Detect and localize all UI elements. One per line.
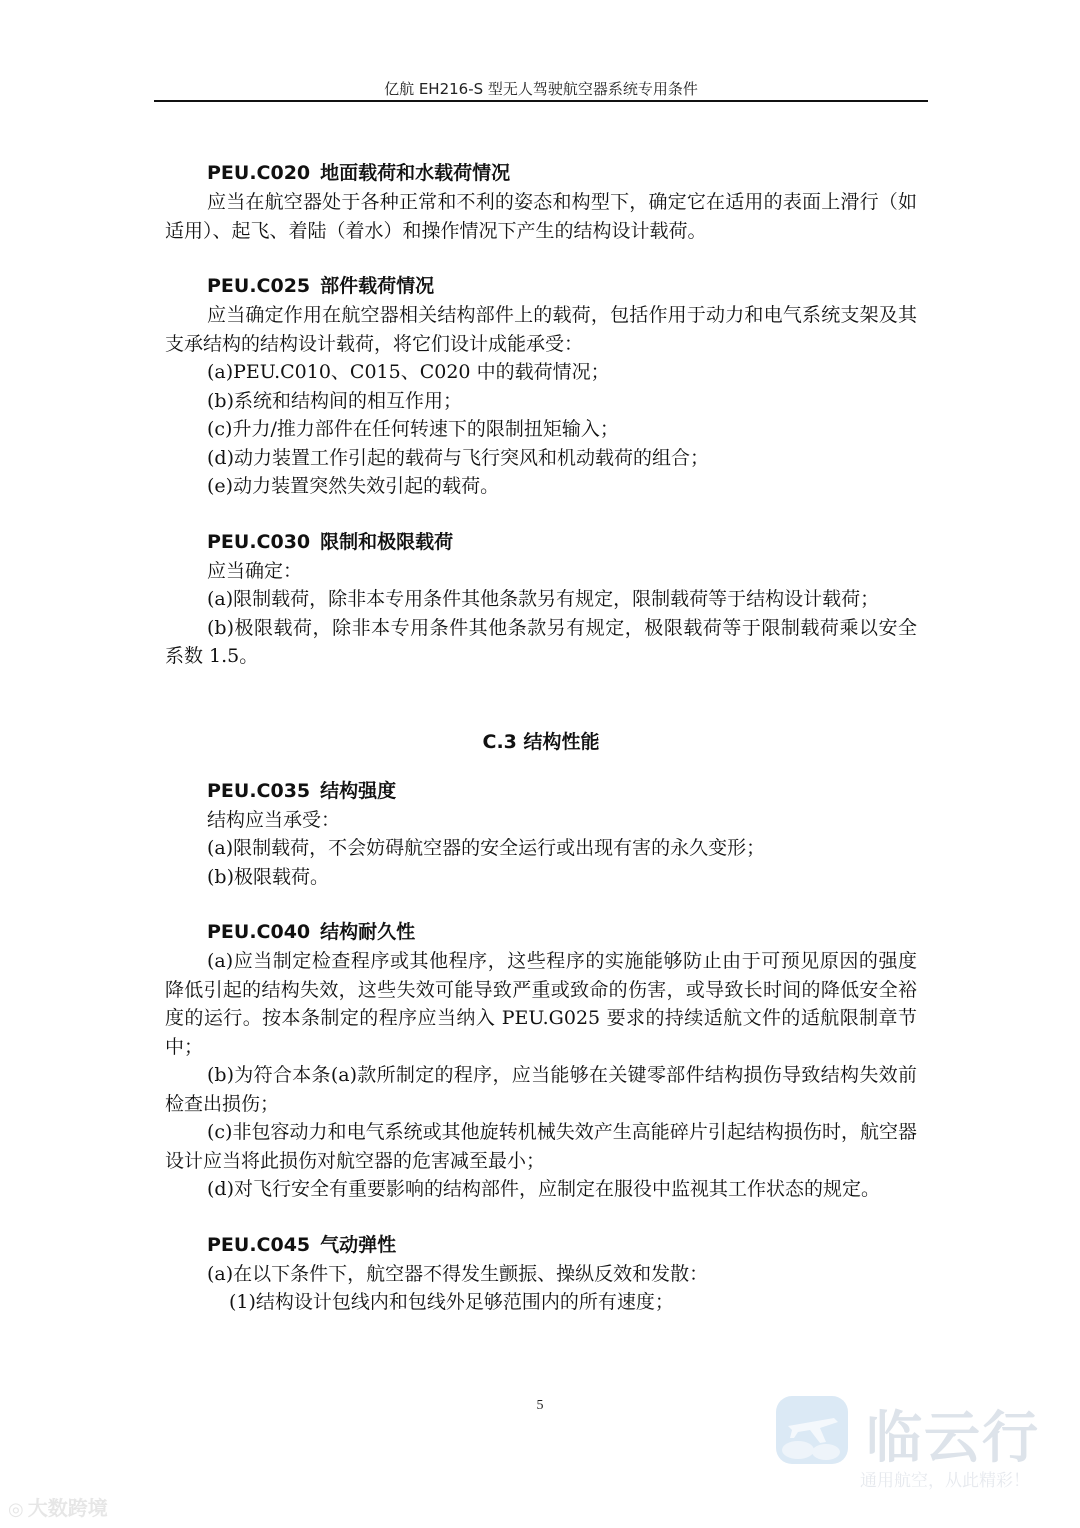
clause-body-c020: 应当在航空器处于各种正常和不利的姿态和构型下，确定它在适用的表面上滑行（如适用）、起飞、着陆（着水）和操作情况下产生的结构设计载荷。	[165, 191, 917, 242]
list-item: (a)限制载荷，不会妨碍航空器的安全运行或出现有害的永久变形；	[207, 837, 766, 859]
clause-heading-c025	[207, 271, 917, 301]
clause-body-c035: 结构应当承受：	[207, 808, 341, 831]
section-title-c3: C.3 结构性能	[482, 730, 600, 753]
header-rule	[154, 100, 928, 102]
list-item: (e)动力装置突然失效引起的载荷。	[207, 475, 500, 497]
list-item: (d)动力装置工作引起的载荷与飞行突风和机动载荷的组合；	[207, 446, 709, 469]
clause-title: 部件载荷情况	[320, 275, 435, 297]
clause-code: PEU.C025	[207, 275, 311, 297]
clause-heading-c045	[207, 1230, 917, 1260]
clause-heading-c035	[207, 776, 917, 806]
running-header: 亿航 EH216-S 型无人驾驶航空器系统专用条件	[384, 80, 698, 98]
clause-title: 结构强度	[320, 779, 397, 802]
clause-title: 气动弹性	[320, 1233, 397, 1256]
clause-body-c030: 应当确定：	[207, 559, 303, 582]
clause-heading-c030	[207, 527, 917, 557]
list-item: (a)应当制定检查程序或其他程序，这些程序的实施能够防止由于可预见原因的强度降低引起的结构失效，这些失效可能导致严重或致命的伤害，或导致长时间的降低安全裕度的运行。按本条制定的程序应当纳入 PEU.G025 要求的持续适航文件的适航限制章节中；	[165, 950, 917, 1058]
list-item: (b)系统和结构间的相互作用；	[207, 389, 462, 412]
page-body	[165, 158, 917, 1317]
list-item: (a)限制载荷，除非本专用条件其他条款另有规定，限制载荷等于结构设计载荷；	[207, 588, 880, 610]
watermark-right-title: 临云行	[866, 1406, 1040, 1471]
clause-title: 地面载荷和水载荷情况	[320, 162, 511, 184]
weibo-icon: ◎	[8, 1499, 24, 1520]
list-item: (b)极限载荷，除非本专用条件其他条款另有规定，极限载荷等于限制载荷乘以安全系数 1.5。	[165, 616, 917, 667]
clause-code: PEU.C045	[207, 1233, 311, 1256]
list-item: (a)在以下条件下，航空器不得发生颤振、操纵反效和发散：	[207, 1262, 709, 1285]
list-item: (b)为符合本条(a)款所制定的程序，应当能够在关键零部件结构损伤导致结构失效前检查出损伤；	[165, 1064, 917, 1115]
clause-code: PEU.C030	[207, 530, 311, 553]
watermark-left-text: 大数跨境	[27, 1496, 108, 1520]
watermark-right-slogan: 通用航空，从此精彩！	[860, 1471, 1030, 1491]
clause-title: 结构耐久性	[320, 921, 416, 943]
list-item: (d)对飞行安全有重要影响的结构部件，应制定在服役中监视其工作状态的规定。	[207, 1178, 880, 1200]
list-item: (1)结构设计包线内和包线外足够范围内的所有速度；	[229, 1291, 674, 1313]
clause-code: PEU.C035	[207, 779, 311, 802]
watermark-left	[8, 1492, 108, 1521]
airplane-logo-icon	[776, 1396, 848, 1464]
clause-heading-c020	[207, 158, 917, 188]
list-item: (c)非包容动力和电气系统或其他旋转机械失效产生高能碎片引起结构损伤时，航空器设计应当将此损伤对航空器的危害减至最小；	[165, 1121, 917, 1172]
list-item: (a)PEU.C010、C015、C020 中的载荷情况；	[207, 361, 610, 383]
list-item: (c)升力/推力部件在任何转速下的限制扭矩输入；	[207, 418, 619, 440]
page-number: 5	[536, 1398, 544, 1413]
clause-body-c025: 应当确定作用在航空器相关结构部件上的载荷，包括作用于动力和电气系统支架及其支承结构的结构设计载荷，将它们设计成能承受：	[165, 304, 917, 355]
list-item: (b)极限载荷。	[207, 865, 329, 888]
clause-title: 限制和极限载荷	[320, 530, 454, 553]
clause-heading-c040	[207, 917, 917, 947]
clause-code: PEU.C020	[207, 162, 311, 184]
watermark-right	[776, 1388, 1076, 1498]
clause-code: PEU.C040	[207, 921, 311, 943]
